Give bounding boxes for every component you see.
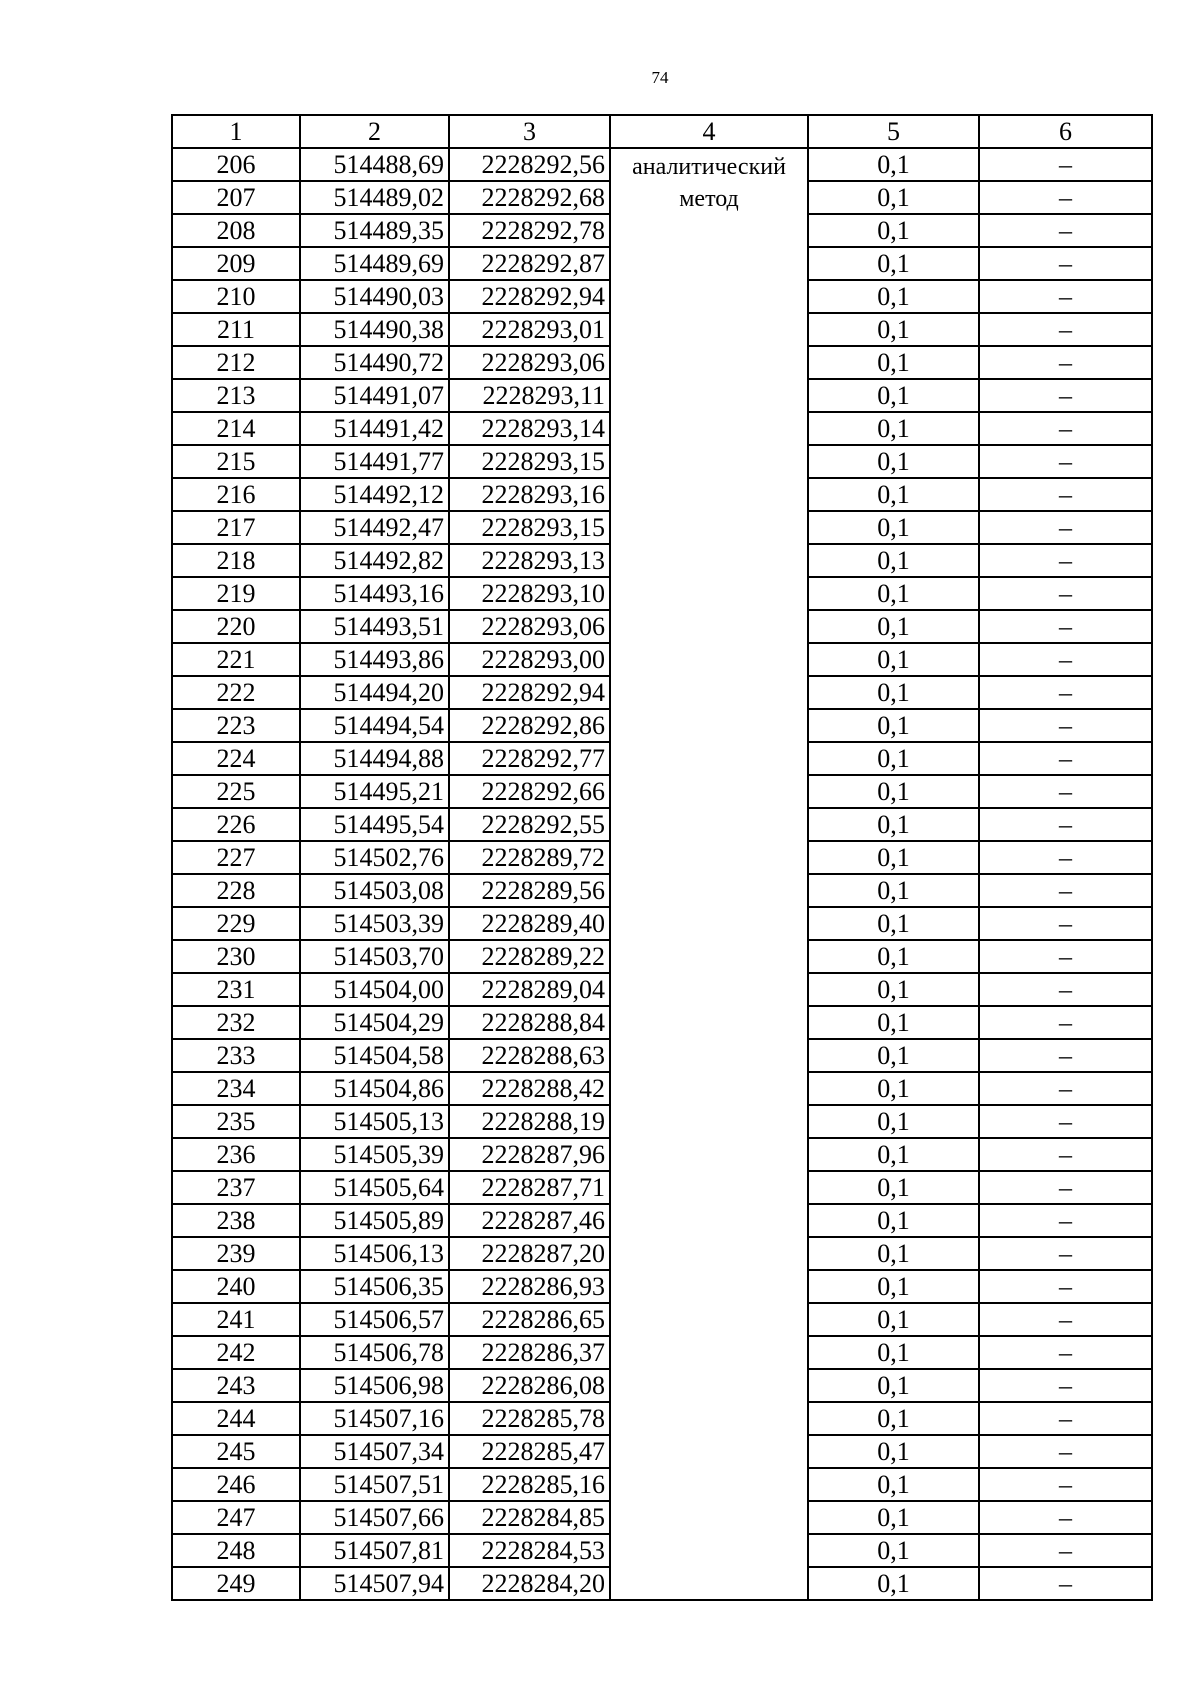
- accuracy-cell: 0,1: [808, 1369, 979, 1402]
- note-cell: –: [979, 1006, 1152, 1039]
- note-cell: –: [979, 214, 1152, 247]
- note-cell: –: [979, 445, 1152, 478]
- note-cell: –: [979, 808, 1152, 841]
- note-cell: –: [979, 874, 1152, 907]
- method-cell: аналитический метод: [610, 148, 808, 1600]
- point-number-cell: 242: [172, 1336, 300, 1369]
- accuracy-cell: 0,1: [808, 709, 979, 742]
- note-cell: –: [979, 1303, 1152, 1336]
- note-cell: –: [979, 1534, 1152, 1567]
- x-coordinate-cell: 514490,38: [300, 313, 449, 346]
- y-coordinate-cell: 2228284,85: [449, 1501, 610, 1534]
- x-coordinate-cell: 514494,54: [300, 709, 449, 742]
- y-coordinate-cell: 2228293,15: [449, 445, 610, 478]
- accuracy-cell: 0,1: [808, 1006, 979, 1039]
- point-number-cell: 232: [172, 1006, 300, 1039]
- point-number-cell: 238: [172, 1204, 300, 1237]
- header-cell-1: 1: [172, 115, 300, 148]
- point-number-cell: 228: [172, 874, 300, 907]
- point-number-cell: 245: [172, 1435, 300, 1468]
- x-coordinate-cell: 514489,69: [300, 247, 449, 280]
- x-coordinate-cell: 514507,34: [300, 1435, 449, 1468]
- y-coordinate-cell: 2228292,77: [449, 742, 610, 775]
- point-number-cell: 233: [172, 1039, 300, 1072]
- accuracy-cell: 0,1: [808, 1534, 979, 1567]
- accuracy-cell: 0,1: [808, 148, 979, 181]
- point-number-cell: 219: [172, 577, 300, 610]
- note-cell: –: [979, 1402, 1152, 1435]
- point-number-cell: 208: [172, 214, 300, 247]
- y-coordinate-cell: 2228287,96: [449, 1138, 610, 1171]
- x-coordinate-cell: 514495,54: [300, 808, 449, 841]
- point-number-cell: 212: [172, 346, 300, 379]
- y-coordinate-cell: 2228292,66: [449, 775, 610, 808]
- x-coordinate-cell: 514506,98: [300, 1369, 449, 1402]
- note-cell: –: [979, 940, 1152, 973]
- x-coordinate-cell: 514489,02: [300, 181, 449, 214]
- point-number-cell: 226: [172, 808, 300, 841]
- y-coordinate-cell: 2228292,55: [449, 808, 610, 841]
- x-coordinate-cell: 514493,51: [300, 610, 449, 643]
- point-number-cell: 230: [172, 940, 300, 973]
- point-number-cell: 221: [172, 643, 300, 676]
- x-coordinate-cell: 514502,76: [300, 841, 449, 874]
- accuracy-cell: 0,1: [808, 379, 979, 412]
- x-coordinate-cell: 514506,78: [300, 1336, 449, 1369]
- y-coordinate-cell: 2228293,16: [449, 478, 610, 511]
- note-cell: –: [979, 1171, 1152, 1204]
- x-coordinate-cell: 514503,08: [300, 874, 449, 907]
- accuracy-cell: 0,1: [808, 1501, 979, 1534]
- y-coordinate-cell: 2228293,00: [449, 643, 610, 676]
- x-coordinate-cell: 514490,72: [300, 346, 449, 379]
- accuracy-cell: 0,1: [808, 940, 979, 973]
- y-coordinate-cell: 2228293,11: [449, 379, 610, 412]
- y-coordinate-cell: 2228289,56: [449, 874, 610, 907]
- accuracy-cell: 0,1: [808, 1567, 979, 1600]
- y-coordinate-cell: 2228293,06: [449, 346, 610, 379]
- y-coordinate-cell: 2228293,10: [449, 577, 610, 610]
- accuracy-cell: 0,1: [808, 346, 979, 379]
- y-coordinate-cell: 2228293,15: [449, 511, 610, 544]
- header-cell-6: 6: [979, 115, 1152, 148]
- note-cell: –: [979, 181, 1152, 214]
- y-coordinate-cell: 2228289,40: [449, 907, 610, 940]
- y-coordinate-cell: 2228292,87: [449, 247, 610, 280]
- accuracy-cell: 0,1: [808, 1039, 979, 1072]
- accuracy-cell: 0,1: [808, 1270, 979, 1303]
- note-cell: –: [979, 1237, 1152, 1270]
- point-number-cell: 206: [172, 148, 300, 181]
- y-coordinate-cell: 2228292,94: [449, 280, 610, 313]
- x-coordinate-cell: 514488,69: [300, 148, 449, 181]
- accuracy-cell: 0,1: [808, 841, 979, 874]
- y-coordinate-cell: 2228289,22: [449, 940, 610, 973]
- note-cell: –: [979, 247, 1152, 280]
- x-coordinate-cell: 514492,12: [300, 478, 449, 511]
- accuracy-cell: 0,1: [808, 1204, 979, 1237]
- header-cell-4: 4: [610, 115, 808, 148]
- note-cell: –: [979, 610, 1152, 643]
- y-coordinate-cell: 2228285,16: [449, 1468, 610, 1501]
- note-cell: –: [979, 643, 1152, 676]
- accuracy-cell: 0,1: [808, 643, 979, 676]
- accuracy-cell: 0,1: [808, 874, 979, 907]
- accuracy-cell: 0,1: [808, 610, 979, 643]
- note-cell: –: [979, 412, 1152, 445]
- accuracy-cell: 0,1: [808, 907, 979, 940]
- accuracy-cell: 0,1: [808, 1402, 979, 1435]
- x-coordinate-cell: 514507,16: [300, 1402, 449, 1435]
- accuracy-cell: 0,1: [808, 577, 979, 610]
- accuracy-cell: 0,1: [808, 478, 979, 511]
- y-coordinate-cell: 2228286,08: [449, 1369, 610, 1402]
- accuracy-cell: 0,1: [808, 1468, 979, 1501]
- accuracy-cell: 0,1: [808, 247, 979, 280]
- y-coordinate-cell: 2228292,78: [449, 214, 610, 247]
- y-coordinate-cell: 2228286,65: [449, 1303, 610, 1336]
- accuracy-cell: 0,1: [808, 1171, 979, 1204]
- x-coordinate-cell: 514490,03: [300, 280, 449, 313]
- point-number-cell: 214: [172, 412, 300, 445]
- note-cell: –: [979, 1270, 1152, 1303]
- y-coordinate-cell: 2228292,86: [449, 709, 610, 742]
- point-number-cell: 211: [172, 313, 300, 346]
- accuracy-cell: 0,1: [808, 412, 979, 445]
- point-number-cell: 225: [172, 775, 300, 808]
- y-coordinate-cell: 2228288,63: [449, 1039, 610, 1072]
- point-number-cell: 224: [172, 742, 300, 775]
- accuracy-cell: 0,1: [808, 1435, 979, 1468]
- accuracy-cell: 0,1: [808, 973, 979, 1006]
- note-cell: –: [979, 1204, 1152, 1237]
- x-coordinate-cell: 514492,82: [300, 544, 449, 577]
- point-number-cell: 222: [172, 676, 300, 709]
- note-cell: –: [979, 313, 1152, 346]
- y-coordinate-cell: 2228293,06: [449, 610, 610, 643]
- accuracy-cell: 0,1: [808, 775, 979, 808]
- point-number-cell: 229: [172, 907, 300, 940]
- y-coordinate-cell: 2228293,14: [449, 412, 610, 445]
- y-coordinate-cell: 2228287,71: [449, 1171, 610, 1204]
- x-coordinate-cell: 514493,86: [300, 643, 449, 676]
- x-coordinate-cell: 514506,57: [300, 1303, 449, 1336]
- note-cell: –: [979, 1039, 1152, 1072]
- x-coordinate-cell: 514507,66: [300, 1501, 449, 1534]
- accuracy-cell: 0,1: [808, 1138, 979, 1171]
- note-cell: –: [979, 478, 1152, 511]
- point-number-cell: 220: [172, 610, 300, 643]
- accuracy-cell: 0,1: [808, 1105, 979, 1138]
- y-coordinate-cell: 2228285,47: [449, 1435, 610, 1468]
- note-cell: –: [979, 709, 1152, 742]
- y-coordinate-cell: 2228284,53: [449, 1534, 610, 1567]
- point-number-cell: 218: [172, 544, 300, 577]
- y-coordinate-cell: 2228292,94: [449, 676, 610, 709]
- x-coordinate-cell: 514504,00: [300, 973, 449, 1006]
- point-number-cell: 247: [172, 1501, 300, 1534]
- x-coordinate-cell: 514503,70: [300, 940, 449, 973]
- y-coordinate-cell: 2228289,04: [449, 973, 610, 1006]
- point-number-cell: 209: [172, 247, 300, 280]
- coordinates-table: [171, 114, 1153, 1601]
- x-coordinate-cell: 514492,47: [300, 511, 449, 544]
- note-cell: –: [979, 148, 1152, 181]
- y-coordinate-cell: 2228286,37: [449, 1336, 610, 1369]
- x-coordinate-cell: 514503,39: [300, 907, 449, 940]
- note-cell: –: [979, 544, 1152, 577]
- x-coordinate-cell: 514504,58: [300, 1039, 449, 1072]
- point-number-cell: 240: [172, 1270, 300, 1303]
- point-number-cell: 210: [172, 280, 300, 313]
- x-coordinate-cell: 514495,21: [300, 775, 449, 808]
- note-cell: –: [979, 676, 1152, 709]
- note-cell: –: [979, 379, 1152, 412]
- point-number-cell: 246: [172, 1468, 300, 1501]
- y-coordinate-cell: 2228288,84: [449, 1006, 610, 1039]
- note-cell: –: [979, 1105, 1152, 1138]
- note-cell: –: [979, 775, 1152, 808]
- note-cell: –: [979, 1072, 1152, 1105]
- x-coordinate-cell: 514505,13: [300, 1105, 449, 1138]
- point-number-cell: 244: [172, 1402, 300, 1435]
- x-coordinate-cell: 514506,35: [300, 1270, 449, 1303]
- point-number-cell: 215: [172, 445, 300, 478]
- note-cell: –: [979, 511, 1152, 544]
- accuracy-cell: 0,1: [808, 214, 979, 247]
- accuracy-cell: 0,1: [808, 808, 979, 841]
- x-coordinate-cell: 514506,13: [300, 1237, 449, 1270]
- point-number-cell: 235: [172, 1105, 300, 1138]
- accuracy-cell: 0,1: [808, 1303, 979, 1336]
- x-coordinate-cell: 514494,88: [300, 742, 449, 775]
- y-coordinate-cell: 2228286,93: [449, 1270, 610, 1303]
- x-coordinate-cell: 514491,42: [300, 412, 449, 445]
- x-coordinate-cell: 514494,20: [300, 676, 449, 709]
- x-coordinate-cell: 514504,29: [300, 1006, 449, 1039]
- note-cell: –: [979, 841, 1152, 874]
- accuracy-cell: 0,1: [808, 1237, 979, 1270]
- y-coordinate-cell: 2228288,42: [449, 1072, 610, 1105]
- table-row: [172, 148, 1152, 181]
- y-coordinate-cell: 2228292,56: [449, 148, 610, 181]
- point-number-cell: 217: [172, 511, 300, 544]
- point-number-cell: 213: [172, 379, 300, 412]
- accuracy-cell: 0,1: [808, 742, 979, 775]
- x-coordinate-cell: 514493,16: [300, 577, 449, 610]
- point-number-cell: 236: [172, 1138, 300, 1171]
- point-number-cell: 249: [172, 1567, 300, 1600]
- note-cell: –: [979, 346, 1152, 379]
- note-cell: –: [979, 1435, 1152, 1468]
- accuracy-cell: 0,1: [808, 511, 979, 544]
- accuracy-cell: 0,1: [808, 1072, 979, 1105]
- note-cell: –: [979, 1468, 1152, 1501]
- y-coordinate-cell: 2228284,20: [449, 1567, 610, 1600]
- note-cell: –: [979, 1501, 1152, 1534]
- accuracy-cell: 0,1: [808, 1336, 979, 1369]
- header-cell-5: 5: [808, 115, 979, 148]
- page-number: 74: [651, 68, 669, 87]
- x-coordinate-cell: 514507,51: [300, 1468, 449, 1501]
- note-cell: –: [979, 742, 1152, 775]
- x-coordinate-cell: 514491,77: [300, 445, 449, 478]
- accuracy-cell: 0,1: [808, 676, 979, 709]
- header-cell-2: 2: [300, 115, 449, 148]
- x-coordinate-cell: 514505,89: [300, 1204, 449, 1237]
- point-number-cell: 223: [172, 709, 300, 742]
- accuracy-cell: 0,1: [808, 445, 979, 478]
- x-coordinate-cell: 514504,86: [300, 1072, 449, 1105]
- y-coordinate-cell: 2228287,46: [449, 1204, 610, 1237]
- note-cell: –: [979, 280, 1152, 313]
- table-body: [172, 148, 1152, 1600]
- y-coordinate-cell: 2228293,13: [449, 544, 610, 577]
- y-coordinate-cell: 2228292,68: [449, 181, 610, 214]
- point-number-cell: 231: [172, 973, 300, 1006]
- accuracy-cell: 0,1: [808, 544, 979, 577]
- y-coordinate-cell: 2228285,78: [449, 1402, 610, 1435]
- accuracy-cell: 0,1: [808, 280, 979, 313]
- point-number-cell: 241: [172, 1303, 300, 1336]
- point-number-cell: 227: [172, 841, 300, 874]
- x-coordinate-cell: 514505,64: [300, 1171, 449, 1204]
- note-cell: –: [979, 1138, 1152, 1171]
- point-number-cell: 237: [172, 1171, 300, 1204]
- y-coordinate-cell: 2228288,19: [449, 1105, 610, 1138]
- x-coordinate-cell: 514507,81: [300, 1534, 449, 1567]
- y-coordinate-cell: 2228289,72: [449, 841, 610, 874]
- header-cell-3: 3: [449, 115, 610, 148]
- point-number-cell: 248: [172, 1534, 300, 1567]
- x-coordinate-cell: 514505,39: [300, 1138, 449, 1171]
- point-number-cell: 234: [172, 1072, 300, 1105]
- note-cell: –: [979, 907, 1152, 940]
- note-cell: –: [979, 1369, 1152, 1402]
- point-number-cell: 216: [172, 478, 300, 511]
- note-cell: –: [979, 973, 1152, 1006]
- note-cell: –: [979, 577, 1152, 610]
- accuracy-cell: 0,1: [808, 181, 979, 214]
- x-coordinate-cell: 514507,94: [300, 1567, 449, 1600]
- x-coordinate-cell: 514491,07: [300, 379, 449, 412]
- y-coordinate-cell: 2228293,01: [449, 313, 610, 346]
- point-number-cell: 239: [172, 1237, 300, 1270]
- y-coordinate-cell: 2228287,20: [449, 1237, 610, 1270]
- point-number-cell: 207: [172, 181, 300, 214]
- note-cell: –: [979, 1336, 1152, 1369]
- accuracy-cell: 0,1: [808, 313, 979, 346]
- point-number-cell: 243: [172, 1369, 300, 1402]
- note-cell: –: [979, 1567, 1152, 1600]
- x-coordinate-cell: 514489,35: [300, 214, 449, 247]
- header-row: [172, 115, 1152, 148]
